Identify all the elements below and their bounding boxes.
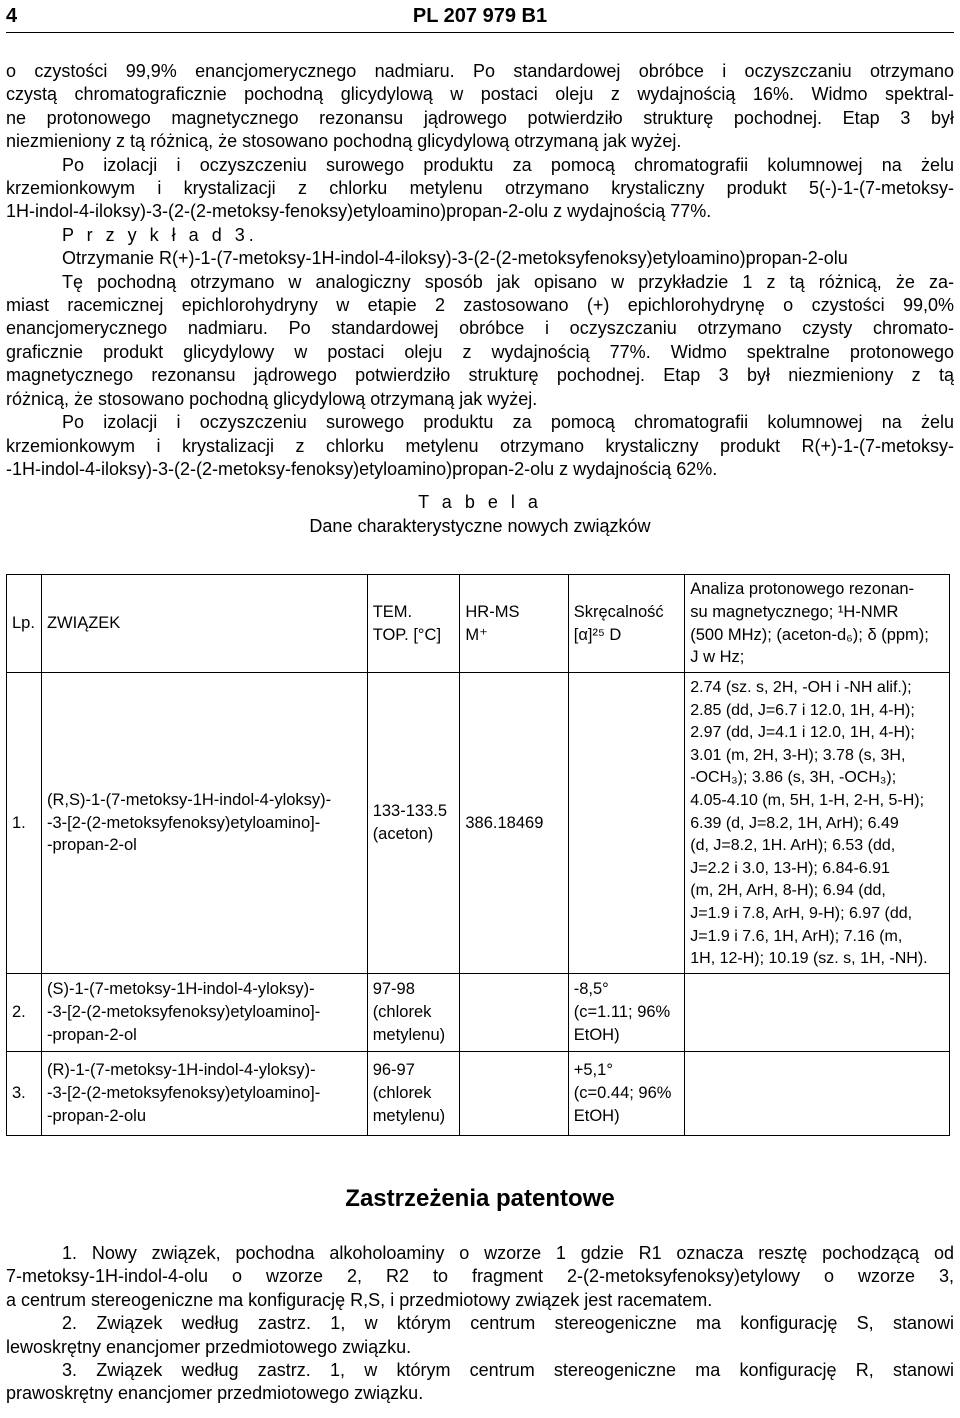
rotation-line: EtOH) <box>573 1025 620 1044</box>
nmr-line: 6.39 (d, J=8.2, 1H, ArH); 6.49 <box>690 814 899 832</box>
text-line: -1H-indol-4-iloksy)-3-(2-(2-metoksy-fenoksy)etyloamino)propan-2-olu z wydajnością 62%. <box>6 458 718 479</box>
table-row <box>7 673 950 974</box>
data-table <box>6 574 950 1136</box>
header-nmr-line: (500 MHz); (aceton-d₆); δ (ppm); <box>690 625 929 644</box>
text-line: miast racemicznej epichlorohydryny w etapie 2 zastosowano (+) epichlorohydrynę o czystości 99,0% <box>6 295 954 316</box>
cell-lp: 2. <box>7 973 42 1051</box>
nmr-line: (m, 2H, ArH, 8-H); 6.94 (dd, <box>690 882 886 900</box>
table-row <box>7 973 950 1051</box>
cell-rotation <box>568 1051 684 1135</box>
example-title: Otrzymanie R(+)-1-(7-metoksy-1H-indol-4-iloksy)-3-(2-(2-metoksyfenoksy)etyloamino)propan-2-olu <box>62 248 848 269</box>
temp-line: 133-133.5 <box>372 802 448 821</box>
compound-line: -3-[2-(2-metoksyfenoksy)etyloamino]- <box>46 1083 321 1102</box>
rotation-line: (c=0.44; 96% <box>573 1083 672 1102</box>
nmr-line: J=2.2 i 3.0, 13-H); 6.84-6.91 <box>690 859 890 877</box>
cell-nmr <box>685 1051 950 1135</box>
claim-line: a centrum stereogeniczne ma konfigurację R,S, i przedmiotowy związek jest racematem. <box>6 1289 713 1310</box>
text-line: krzemionkowym i krystalizacji z chlorku metylenu otrzymano krystaliczny produkt R(+)-1-(7-metoksy- <box>6 435 954 456</box>
rotation-line: -8,5° <box>573 980 609 999</box>
compound-line: -propan-2-olu <box>46 1106 147 1125</box>
temp-line: (aceton) <box>372 824 434 843</box>
temp-line: metylenu) <box>372 1106 446 1125</box>
rotation-line: (c=1.11; 96% <box>573 1002 671 1021</box>
temp-line: (chlorek <box>372 1002 432 1021</box>
header-nmr-line: su magnetycznego; ¹H-NMR <box>690 602 899 621</box>
claim-line: 3. Związek według zastrz. 1, w którym centrum stereogeniczne ma konfigurację R, stanowi <box>62 1360 954 1381</box>
text-line: ne protonowego magnetycznego rezonansu jądrowego potwierdziło strukturę pochodnej. Etap 3 był <box>6 107 954 128</box>
text-line: magnetycznego rezonansu jądrowego potwierdziło strukturę pochodnej. Etap 3 był niezmieniony z tą <box>6 365 954 386</box>
compound-line: (R)-1-(7-metoksy-1H-indol-4-yloksy)- <box>46 1061 316 1080</box>
example-heading: P r z y k ł a d 3. <box>62 224 258 245</box>
rotation-line: +5,1° <box>573 1061 613 1080</box>
nmr-line: 4.05-4.10 (m, 5H, 1-H, 2-H, 5-H); <box>690 791 925 809</box>
header-temp <box>367 575 460 673</box>
nmr-line: J=1.9 i 7.8, ArH, 9-H); 6.97 (dd, <box>690 904 913 922</box>
table-header-row <box>7 575 950 673</box>
cell-temp <box>367 973 460 1051</box>
table-caption: T a b e l a <box>418 492 542 513</box>
nmr-line: 2.74 (sz. s, 2H, -OH i -NH alif.); <box>690 679 912 696</box>
claim-line: lewoskrętny enancjomer przedmiotowego związku. <box>6 1336 412 1357</box>
table-row <box>7 1051 950 1135</box>
table-subcaption: Dane charakterystyczne nowych związków <box>309 515 651 536</box>
text-line: Po izolacji i oczyszczeniu surowego produktu za pomocą chromatografii kolumnowej na żelu <box>62 154 954 175</box>
cell-compound <box>41 973 367 1051</box>
header-hrms-line: M⁺ <box>465 625 488 644</box>
header-temp-line: TEM. <box>372 602 413 621</box>
header-nmr-line: Analiza protonowego rezonan- <box>690 580 915 599</box>
header-hrms <box>460 575 568 673</box>
header-rotation-line: Skręcalność <box>573 602 664 621</box>
temp-line: (chlorek <box>372 1083 432 1102</box>
cell-nmr <box>685 673 950 974</box>
header-lp: Lp. <box>7 575 42 673</box>
header-rotation-line: [α]²⁵ D <box>573 625 622 644</box>
header-nmr-line: J w Hz; <box>690 648 745 667</box>
cell-lp: 3. <box>7 1051 42 1135</box>
claims-heading: Zastrzeżenia patentowe <box>345 1185 615 1212</box>
cell-temp <box>367 1051 460 1135</box>
header-nmr <box>685 575 950 673</box>
text-line: różnicą, że stosowano pochodną glicydylową otrzymaną jak wyżej. <box>6 388 538 409</box>
claim-line: prawoskrętny enancjomer przedmiotowego związku. <box>6 1383 424 1404</box>
compound-line: -propan-2-ol <box>46 1025 137 1044</box>
cell-hrms <box>460 1051 568 1135</box>
page-header <box>6 2 954 33</box>
claim-line: 2. Związek według zastrz. 1, w którym centrum stereogeniczne ma konfigurację S, stanowi <box>62 1313 954 1334</box>
claims-section <box>6 1184 954 1406</box>
cell-lp: 1. <box>7 673 42 974</box>
compound-line: -propan-2-ol <box>46 836 137 855</box>
nmr-line: J=1.9 i 7.6, 1H, ArH); 7.16 (m, <box>690 927 903 945</box>
text-line: niezmieniony z tą różnicą, że stosowano pochodną glicydylową otrzymaną jak wyżej. <box>6 131 682 152</box>
cell-rotation <box>568 673 684 974</box>
text-line: enancjomerycznego nadmiaru. Po standardowej obróbce i oczyszczaniu otrzymano czysty chromato- <box>6 318 954 339</box>
header-hrms-line: HR-MS <box>465 602 520 621</box>
claim-line: 7-metoksy-1H-indol-4-olu o wzorze 2, R2 to fragment 2-(2-metoksyfenoksy)etylowy o wzorze 3, <box>6 1266 954 1287</box>
text-line: Tę pochodną otrzymano w analogiczny sposób jak opisano w przykładzie 1 z tą różnicą, że za- <box>62 271 954 292</box>
text-line: o czystości 99,9% enancjomerycznego nadmiaru. Po standardowej obróbce i oczyszczaniu otrzymano <box>6 61 954 81</box>
cell-hrms: 386.18469 <box>460 673 568 974</box>
temp-line: 96-97 <box>372 1061 415 1080</box>
cell-compound <box>41 1051 367 1135</box>
text-line: Po izolacji i oczyszczeniu surowego produktu za pomocą chromatografii kolumnowej na żelu <box>62 412 954 433</box>
temp-line: 97-98 <box>372 980 415 999</box>
publication-number: PL 207 979 B1 <box>412 5 548 27</box>
nmr-line: -OCH₃); 3.86 (s, 3H, -OCH₃); <box>690 769 897 787</box>
header-temp-line: TOP. [°C] <box>372 625 442 644</box>
claim-line: 1. Nowy związek, pochodna alkoholoaminy o wzorze 1 gdzie R1 oznacza resztę pochodzącą od <box>62 1243 954 1263</box>
compound-line: (S)-1-(7-metoksy-1H-indol-4-yloksy)- <box>46 980 315 999</box>
nmr-line: 2.85 (dd, J=6.7 i 12.0, 1H, 4-H); <box>690 701 915 719</box>
cell-hrms <box>460 973 568 1051</box>
data-table-wrapper <box>6 574 954 1136</box>
compound-line: -3-[2-(2-metoksyfenoksy)etyloamino]- <box>46 813 321 832</box>
nmr-line: 1H, 12-H); 10.19 (sz. s, 1H, -NH). <box>690 950 928 968</box>
nmr-line: 2.97 (dd, J=4.1 i 12.0, 1H, 4-H); <box>690 724 915 742</box>
compound-line: (R,S)-1-(7-metoksy-1H-indol-4-yloksy)- <box>46 790 332 809</box>
cell-temp <box>367 673 460 974</box>
nmr-line: (d, J=8.2, 1H. ArH); 6.53 (dd, <box>690 837 896 855</box>
rotation-line: EtOH) <box>573 1106 620 1125</box>
page-number: 4 <box>6 5 18 27</box>
cell-compound <box>41 673 367 974</box>
compound-line: -3-[2-(2-metoksyfenoksy)etyloamino]- <box>46 1002 321 1021</box>
text-line: czystą chromatograficznie pochodną glicydylową w postaci oleju z wydajnością 16%. Widmo spektral- <box>6 84 954 105</box>
header-rotation <box>568 575 684 673</box>
temp-line: metylenu) <box>372 1025 446 1044</box>
header-compound: ZWIĄZEK <box>41 575 367 673</box>
text-line: graficznie produkt glicydylowy w postaci oleju z wydajnością 77%. Widmo spektralne protonowego <box>6 341 954 362</box>
text-line: 1H-indol-4-iloksy)-3-(2-(2-metoksy-fenoksy)etyloamino)propan-2-olu z wydajnością 77%. <box>6 201 712 222</box>
cell-rotation <box>568 973 684 1051</box>
text-line: krzemionkowym i krystalizacji z chlorku metylenu otrzymano krystaliczny produkt 5(-)-1-(7-metoksy- <box>6 178 954 199</box>
cell-nmr <box>685 973 950 1051</box>
document-body <box>6 60 954 538</box>
nmr-line: 3.01 (m, 2H, 3-H); 3.78 (s, 3H, <box>690 746 906 764</box>
